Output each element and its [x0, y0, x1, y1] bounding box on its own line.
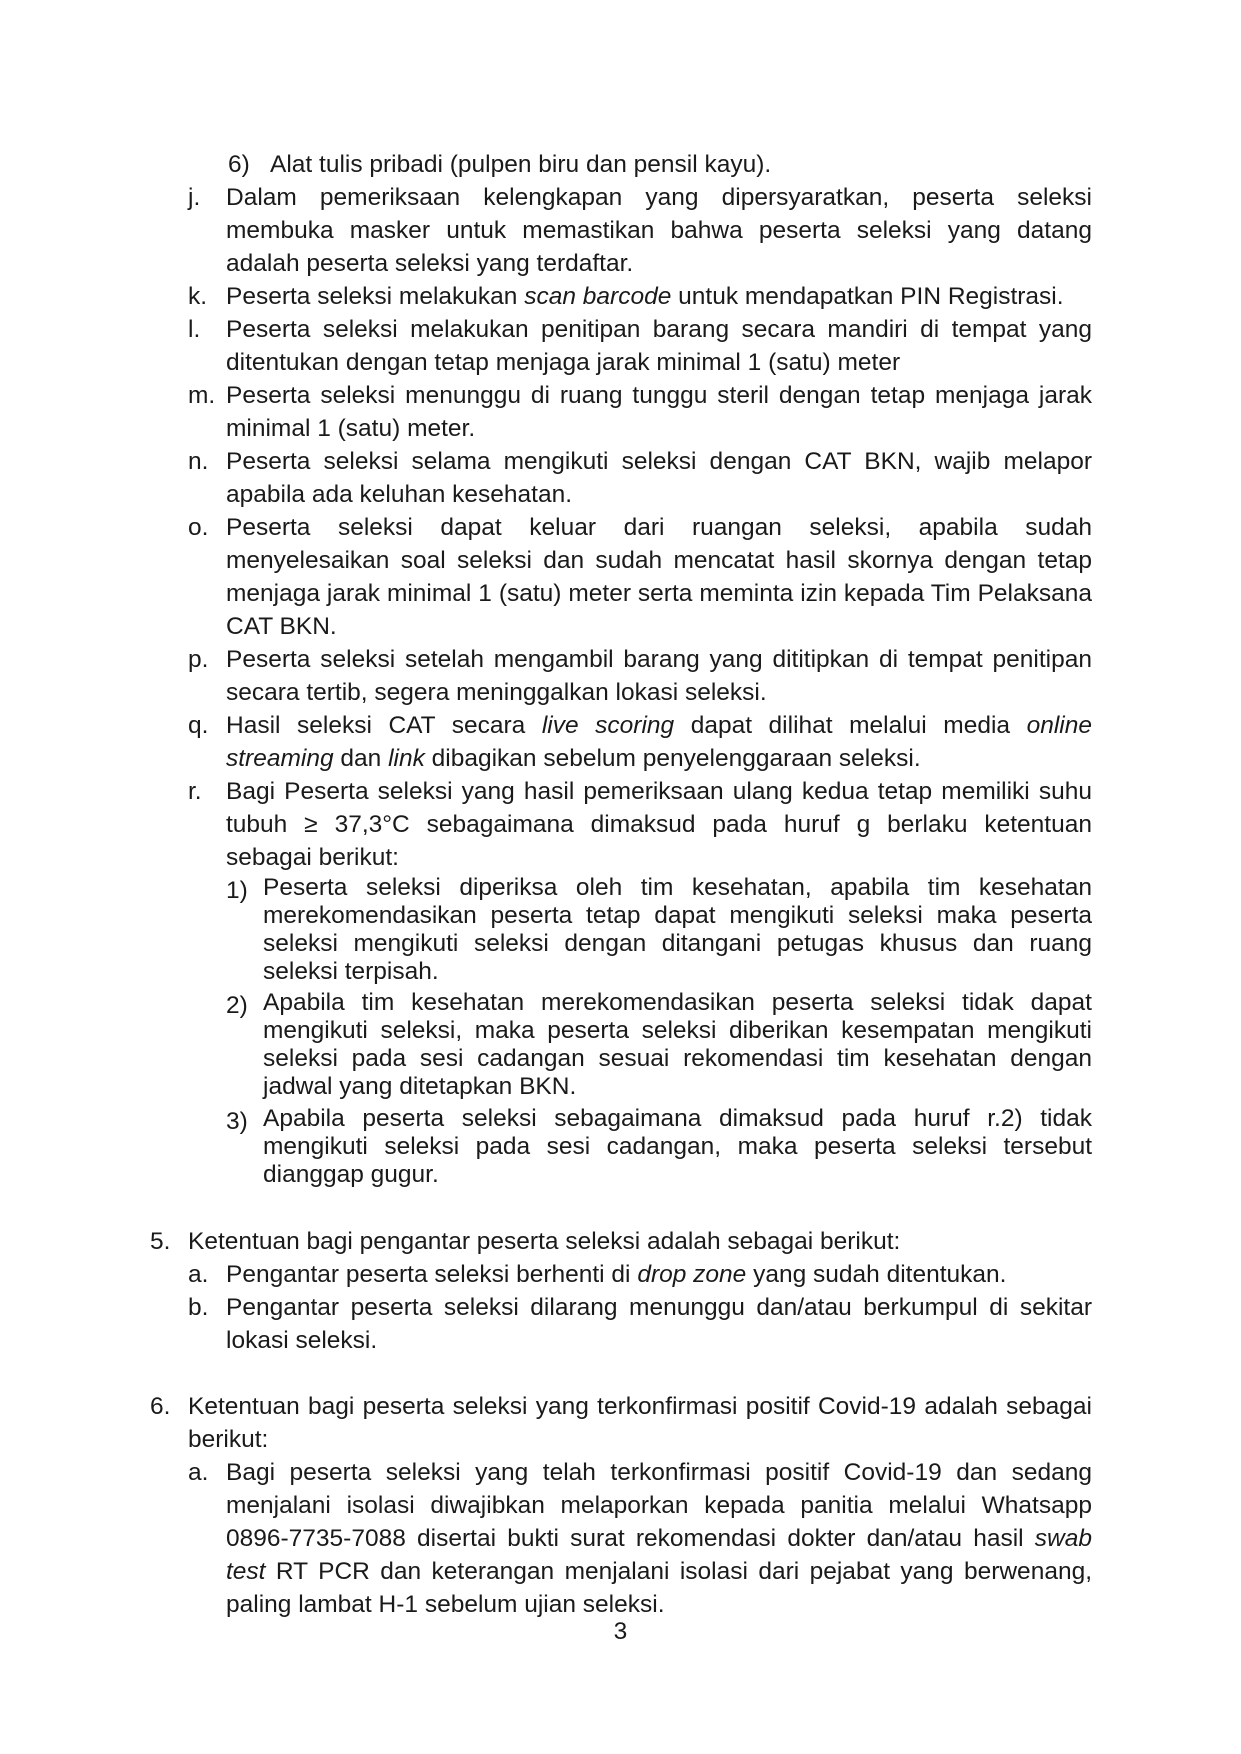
list-label: r. — [188, 778, 202, 805]
list-item-text: Peserta seleksi melakukan penitipan barang secara mandiri di tempat yang ditentukan dengan tetap menjaga jarak minimal 1 (satu) meter — [226, 316, 1092, 376]
list-label: a. — [188, 1261, 209, 1288]
list-label: q. — [188, 712, 209, 739]
list-label: a. — [188, 1459, 209, 1486]
list-item-text: Hasil seleksi CAT secara live scoring dapat dilihat melalui media online streaming dan link dibagikan sebelum penyelenggaraan seleksi. — [226, 712, 1092, 772]
list-item-text: Peserta seleksi dapat keluar dari ruangan seleksi, apabila sudah menyelesaikan soal seleksi dan sudah mencatat hasil skornya dengan tetap menjaga jarak minimal 1 (satu) meter serta meminta izin kepada Tim Pelaksana CAT BKN. — [226, 514, 1092, 640]
section-number: 5. — [150, 1228, 171, 1255]
list-item-text: Peserta seleksi selama mengikuti seleksi dengan CAT BKN, wajib melapor apabila ada keluhan kesehatan. — [226, 448, 1092, 508]
list-item-text: Pengantar peserta seleksi dilarang menunggu dan/atau berkumpul di sekitar lokasi seleksi. — [226, 1294, 1092, 1354]
list-label: o. — [188, 514, 209, 541]
list-item-text: Pengantar peserta seleksi berhenti di drop zone yang sudah ditentukan. — [226, 1261, 1007, 1288]
list-label: j. — [188, 184, 201, 211]
list-item-text: Alat tulis pribadi (pulpen biru dan pensil kayu). — [270, 151, 772, 178]
list-item-text: Peserta seleksi melakukan scan barcode untuk mendapatkan PIN Registrasi. — [226, 283, 1064, 310]
list-label: n. — [188, 448, 209, 475]
list-item-text: Dalam pemeriksaan kelengkapan yang dipersyaratkan, peserta seleksi membuka masker untuk memastikan bahwa peserta seleksi yang datang adalah peserta seleksi yang terdaftar. — [226, 184, 1092, 277]
list-item-text: Apabila tim kesehatan merekomendasikan peserta seleksi tidak dapat mengikuti seleksi, maka peserta seleksi diberikan kesempatan mengikuti seleksi pada sesi cadangan sesuai rekomendasi tim kesehatan dengan jadwal yang ditetapkan BKN. — [263, 989, 1092, 1100]
list-label: 6) — [228, 151, 250, 178]
list-item-text: Bagi Peserta seleksi yang hasil pemeriksaan ulang kedua tetap memiliki suhu tubuh ≥ 37,3°C sebagaimana dimaksud pada huruf g berlaku ketentuan sebagai berikut: — [226, 778, 1092, 871]
list-item-text: Bagi peserta seleksi yang telah terkonfirmasi positif Covid-19 dan sedang menjalani isolasi diwajibkan melaporkan kepada panitia melalui Whatsapp 0896-7735-7088 disertai bukti surat rekomendasi dokter dan/atau hasil swab test RT PCR dan keterangan menjalani isolasi dari pejabat yang berwenang, paling lambat H-1 sebelum ujian seleksi. — [226, 1459, 1092, 1618]
list-label: b. — [188, 1294, 209, 1321]
list-label: p. — [188, 646, 209, 673]
list-label: 3) — [226, 1108, 248, 1135]
page-number: 3 — [613, 1618, 628, 1645]
list-label: 1) — [226, 877, 248, 904]
section-heading: Ketentuan bagi peserta seleksi yang terkonfirmasi positif Covid-19 adalah sebagai berikut: — [188, 1393, 1092, 1453]
list-item-text: Peserta seleksi diperiksa oleh tim kesehatan, apabila tim kesehatan merekomendasikan peserta tetap dapat mengikuti seleksi maka peserta seleksi mengikuti seleksi dengan ditangani petugas khusus dan ruang seleksi terpisah. — [263, 874, 1092, 985]
list-item-text: Peserta seleksi menunggu di ruang tunggu steril dengan tetap menjaga jarak minimal 1 (satu) meter. — [226, 382, 1092, 442]
list-label: 2) — [226, 992, 248, 1019]
list-label: k. — [188, 283, 208, 310]
list-label: m. — [188, 382, 216, 409]
list-item-text: Peserta seleksi setelah mengambil barang yang dititipkan di tempat penitipan secara tertib, segera meninggalkan lokasi seleksi. — [226, 646, 1092, 706]
list-item-text: Apabila peserta seleksi sebagaimana dimaksud pada huruf r.2) tidak mengikuti seleksi pada sesi cadangan, maka peserta seleksi tersebut dianggap gugur. — [263, 1105, 1092, 1188]
list-label: l. — [188, 316, 201, 343]
section-number: 6. — [150, 1393, 171, 1420]
section-heading: Ketentuan bagi pengantar peserta seleksi adalah sebagai berikut: — [188, 1228, 901, 1255]
